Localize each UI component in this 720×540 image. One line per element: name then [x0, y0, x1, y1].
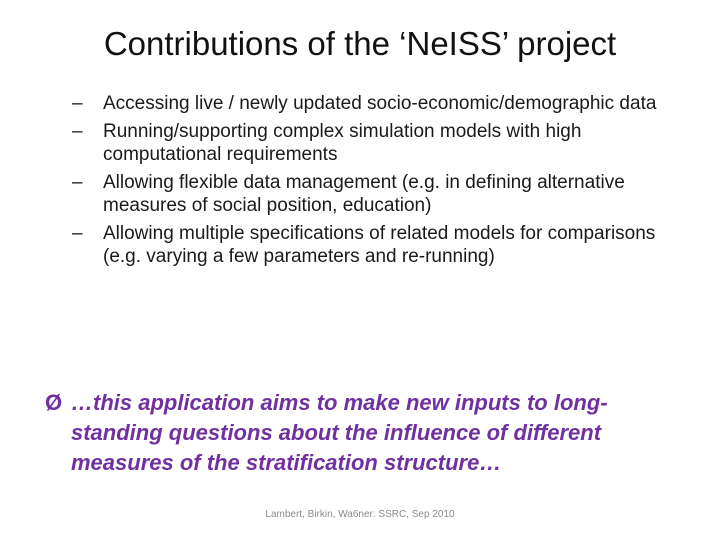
dash-marker: – — [72, 171, 83, 193]
bullet-item — [72, 222, 682, 269]
bullet-item — [72, 92, 682, 116]
bullet-text: Allowing multiple specifications of related models for comparisons (e.g. varying a few parameters and re-running) — [103, 222, 656, 267]
conclusion — [45, 388, 685, 478]
arrow-bullet-icon: Ø — [45, 390, 63, 415]
bullet-list — [72, 92, 682, 273]
bullet-text: Running/supporting complex simulation models with high computational requirements — [103, 120, 582, 165]
bullet-item — [72, 171, 682, 218]
bullet-text: Accessing live / newly updated socio-economic/demographic data — [103, 93, 657, 114]
footer: Lambert, Birkin, Wa6ner: SSRC, Sep 2010 — [265, 509, 455, 520]
dash-marker: – — [72, 222, 83, 244]
bullet-text: Allowing flexible data management (e.g. in defining alternative measures of social position, education) — [103, 171, 625, 216]
conclusion-text: …this application aims to make new inputs to long-standing questions about the influence of different measures of the stratification structure… — [71, 390, 608, 475]
bullet-item — [72, 120, 682, 167]
dash-marker: – — [72, 93, 83, 114]
slide-title: Contributions of the ‘NeISS’ project — [103, 25, 617, 62]
dash-marker: – — [72, 120, 83, 142]
